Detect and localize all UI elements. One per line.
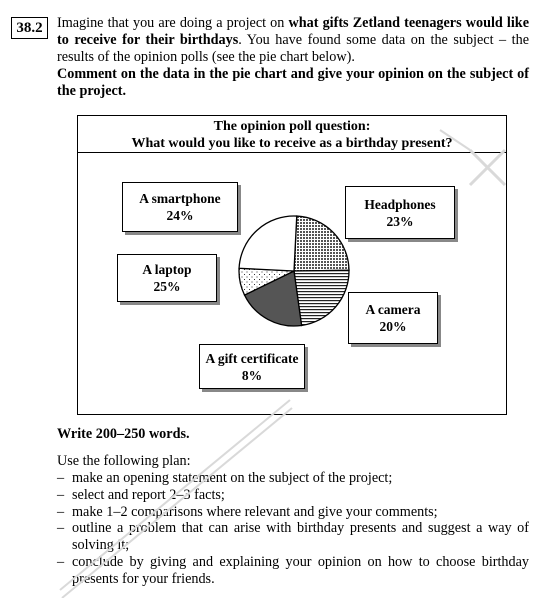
task-number: 38.2	[11, 17, 48, 39]
pie-slice-a-smartphone	[294, 216, 349, 271]
comment-instruction-text: Comment on the data in the pie chart and give your opinion on the subject of the project.	[57, 66, 529, 99]
intro-text-end: . You have found some data on the subject – the results of the opinion polls (see the pie chart below).	[57, 32, 529, 65]
pie-slice-headphones	[294, 270, 349, 325]
plan-item: – select and report 2–3 facts;	[57, 487, 529, 504]
callout-laptop	[117, 254, 217, 302]
task-instructions	[57, 15, 529, 100]
task-comment-instruction	[57, 66, 529, 100]
callout-smartphone	[122, 182, 238, 232]
plan-item: – make an opening statement on the subject of the project;	[57, 470, 529, 487]
slice-value-smartphone: 24%	[166, 208, 194, 223]
chart-header-question: What would you like to receive as a birthday present?	[131, 135, 453, 151]
chart-header-line1: The opinion poll question:	[213, 119, 371, 134]
plan-list	[57, 470, 529, 588]
plan-item: – conclude by giving and explaining your opinion on how to choose birthday presents for your friends.	[57, 554, 529, 588]
slice-label-laptop: A laptop	[142, 262, 192, 277]
slice-label-gift-certificate: A gift certificate	[205, 350, 299, 366]
intro-paragraph	[57, 15, 529, 66]
callout-camera	[348, 292, 438, 344]
slice-label-headphones: Headphones	[364, 196, 436, 212]
pie-slices	[239, 216, 349, 326]
callout-headphones	[345, 186, 455, 239]
slice-value-gift-certificate: 8%	[241, 367, 263, 383]
plan-intro: Use the following plan:	[57, 453, 191, 469]
slice-value-camera: 20%	[379, 319, 407, 334]
chart-header	[78, 116, 506, 153]
intro-topic: what gifts Zetland teenagers would like to receive for their birthdays	[57, 15, 529, 48]
plan-item: – make 1–2 comparisons where relevant and give your comments;	[57, 504, 529, 521]
callout-gift-certificate	[199, 344, 305, 389]
slice-label-smartphone: A smartphone	[139, 191, 221, 206]
word-count-requirement: Write 200–250 words.	[57, 426, 190, 442]
intro-text: Imagine that you are doing a project on	[57, 15, 289, 31]
slice-label-camera: A camera	[365, 302, 421, 317]
pie-slice-a-laptop	[239, 216, 297, 271]
plan-item: – outline a problem that can arise with birthday presents and suggest a way of solving it;	[57, 520, 529, 554]
slice-value-headphones: 23%	[386, 213, 414, 229]
slice-value-laptop: 25%	[153, 279, 181, 294]
